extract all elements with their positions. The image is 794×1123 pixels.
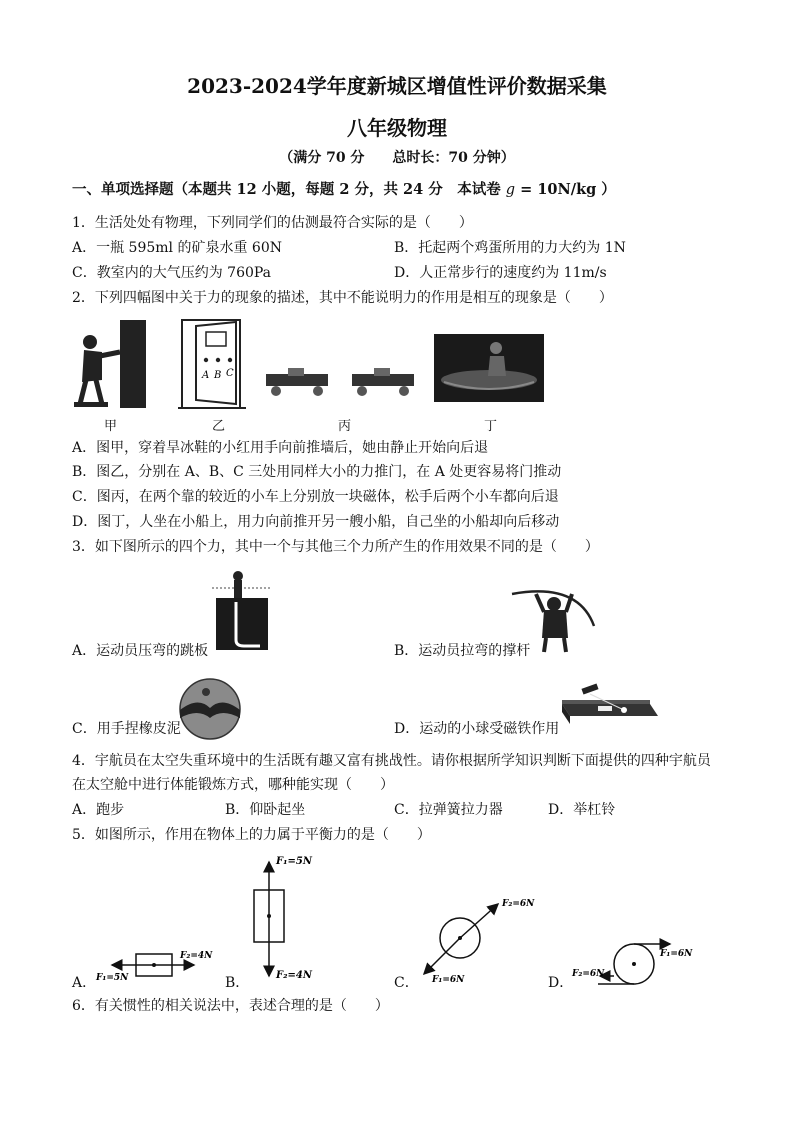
- figure-jia-wall-push: [72, 318, 148, 410]
- q5-option-d-label: D．: [548, 975, 574, 991]
- figure-label-yi: 乙: [212, 419, 226, 434]
- figure-diving-board: [212, 568, 274, 652]
- q1-option-c: C．教室内的大气压约为 760Pa: [72, 265, 272, 281]
- q1-option-b: B．托起两个鸡蛋所用的力大约为 1N: [394, 240, 626, 256]
- figure-label-bing: 丙: [338, 419, 352, 434]
- q5-option-a-label: A．: [72, 975, 97, 991]
- q2-option-b: B．图乙，分别在 A、B、C 三处用同样大小的力推门，在 A 处更容易将门推动: [72, 464, 562, 480]
- door-letter-b: B: [214, 370, 222, 381]
- q4-stem-line1: 4．宇航员在太空失重环境中的生活既有趣又富有挑战性。请你根据所学知识判断下面提供的四种宇航员: [72, 753, 711, 769]
- figure-q5-d-forces: [570, 930, 700, 988]
- door-letter-c: C: [226, 368, 234, 379]
- q2-option-a: A．图甲，穿着旱冰鞋的小红用手向前推墙后，她由静止开始向后退: [72, 440, 489, 456]
- figure-label-ding: 丁: [484, 419, 498, 434]
- q1-option-d: D．人正常步行的速度约为 11m/s: [394, 265, 607, 281]
- score-info: （满分 70 分 总时长：70 分钟）: [279, 150, 515, 166]
- q2-option-d: D．图丁，人坐在小船上，用力向前推开另一艘小船，自己坐的小船却向后移动: [72, 514, 560, 530]
- door-letter-a: A: [202, 370, 210, 381]
- q3-option-a: A．运动员压弯的跳板: [72, 643, 209, 659]
- figure-ball-magnet: [558, 682, 662, 726]
- figure-yi-door: [178, 318, 248, 412]
- exam-title: 2023-2024学年度新城区增值性评价数据采集: [187, 74, 607, 98]
- g-variable: g: [505, 182, 516, 198]
- q4-option-c: C．拉弹簧拉力器: [394, 802, 503, 818]
- figure-squeeze-clay: [178, 678, 242, 740]
- q5-c-f2-label: F₂=6N: [502, 899, 535, 909]
- q2-stem: 2．下列四幅图中关于力的现象的描述，其中不能说明力的作用是相互的现象是（ ）: [72, 290, 613, 306]
- figure-label-jia: 甲: [104, 419, 118, 434]
- q5-b-f2-label: F₂=4N: [276, 970, 312, 981]
- section-heading: [72, 178, 616, 199]
- section-heading-text: 一、单项选择题（本题共 12 小题，每题 2 分，共 24 分 本试卷: [72, 181, 501, 198]
- q1-stem: 1．生活处处有物理，下列同学们的估测最符合实际的是（ ）: [72, 215, 473, 231]
- g-value: = 10N/kg ）: [515, 181, 616, 198]
- q5-d-f2-label: F₂=6N: [572, 969, 605, 979]
- q4-option-a: A．跑步: [72, 802, 125, 818]
- q3-option-d: D．运动的小球受磁铁作用: [394, 721, 560, 737]
- q5-b-f1-label: F₁=5N: [276, 856, 312, 867]
- q5-c-f1-label: F₁=6N: [432, 975, 465, 985]
- q5-option-b-label: B．: [225, 975, 250, 991]
- figure-ding-boats: [434, 334, 544, 402]
- q5-a-f2-label: F₂=4N: [180, 951, 213, 961]
- figure-q5-b-forces: [244, 852, 328, 986]
- q5-d-f1-label: F₁=6N: [660, 949, 693, 959]
- figure-q5-a-forces: [94, 944, 226, 988]
- figure-bing-carts: [262, 366, 422, 400]
- q5-option-c-label: C．: [394, 975, 419, 991]
- q3-option-b: B．运动员拉弯的撑杆: [394, 643, 531, 659]
- figure-q5-c-forces: [414, 890, 544, 986]
- q4-option-b: B．仰卧起坐: [225, 802, 306, 818]
- q1-option-a: A．一瓶 595ml 的矿泉水重 60N: [72, 240, 282, 256]
- exam-subject: 八年级物理: [347, 116, 447, 140]
- q5-a-f1-label: F₁=5N: [96, 973, 129, 983]
- q2-option-c: C．图丙，在两个靠的较近的小车上分别放一块磁体，松手后两个小车都向后退: [72, 489, 559, 505]
- q3-option-c: C．用手捏橡皮泥: [72, 721, 181, 737]
- q3-stem: 3．如下图所示的四个力，其中一个与其他三个力所产生的作用效果不同的是（ ）: [72, 539, 599, 555]
- q6-stem: 6．有关惯性的相关说法中，表述合理的是（ ）: [72, 998, 389, 1014]
- q5-stem: 5．如图所示，作用在物体上的力属于平衡力的是（ ）: [72, 827, 431, 843]
- q4-option-d: D．举杠铃: [548, 802, 616, 818]
- q4-stem-line2: 在太空舱中进行体能锻炼方式，哪种能实现（ ）: [72, 777, 394, 793]
